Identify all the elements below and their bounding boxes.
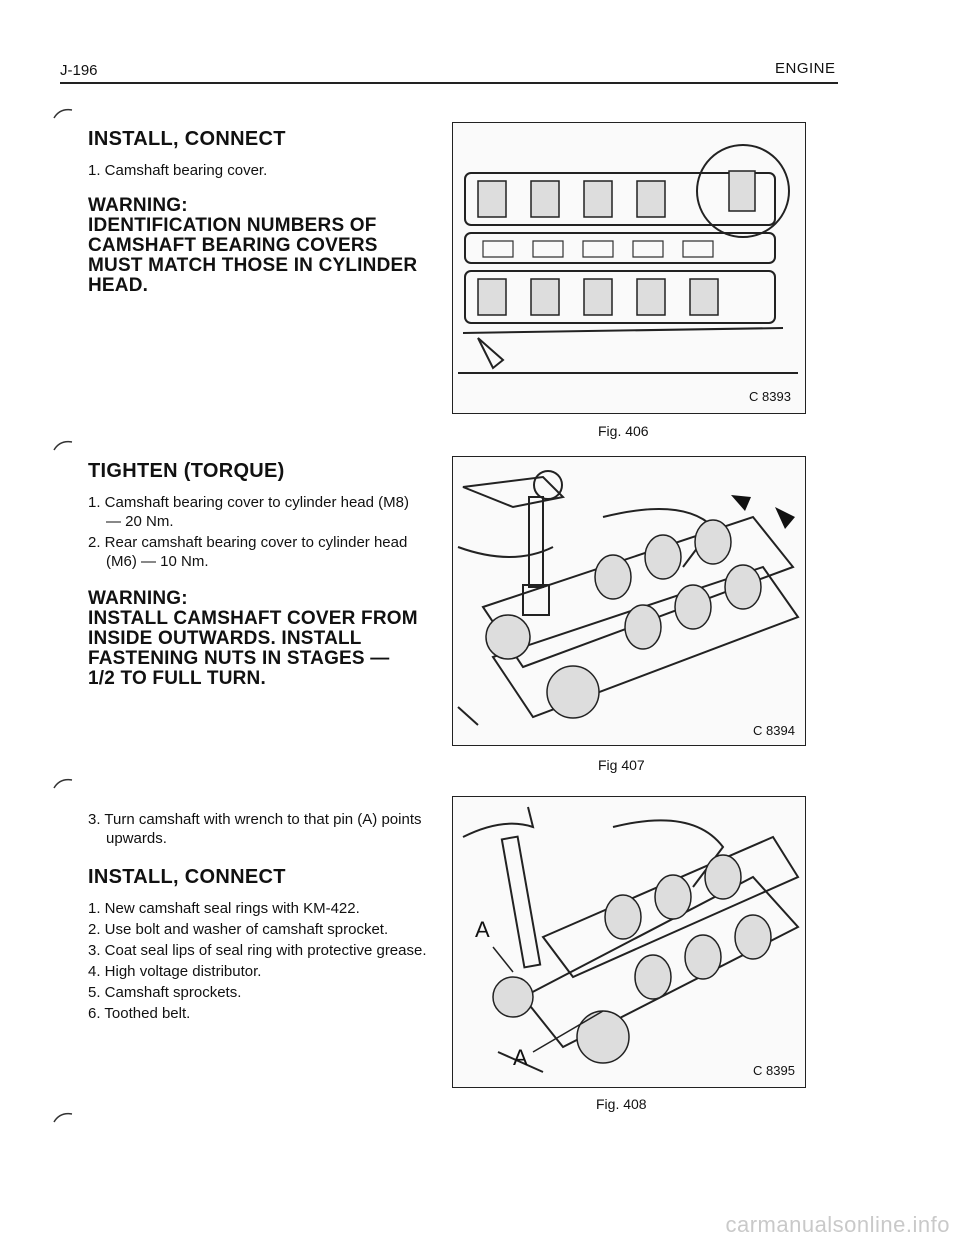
watermark: carmanualsonline.info	[725, 1212, 950, 1237]
section-heading: INSTALL, CONNECT	[88, 866, 286, 888]
step-list	[88, 810, 433, 848]
step-item: 5. Camshaft sprockets.	[88, 984, 242, 1001]
section-install-connect-2	[88, 810, 433, 1025]
step-item: 2. Rear camshaft bearing cover to cylinder head (M6) — 10 Nm.	[88, 534, 408, 570]
step-item: 4. High voltage distributor.	[88, 963, 262, 980]
step-item: 3. Coat seal lips of seal ring with protective grease.	[88, 942, 427, 959]
warning-box	[88, 589, 428, 689]
section-heading: INSTALL, CONNECT	[88, 128, 286, 150]
step-item: 3. Turn camshaft with wrench to that pin (A) points upwards.	[88, 811, 422, 847]
figure-408	[452, 796, 806, 1088]
step-item: 1. Camshaft bearing cover to cylinder head (M8) — 20 Nm.	[88, 494, 409, 530]
figure-407	[452, 456, 806, 746]
warning-line: CAMSHAFT BEARING COVERS	[88, 235, 378, 256]
step-list	[88, 493, 428, 571]
camshaft-turn-illustration	[453, 797, 805, 1087]
figure-caption: Fig. 406	[598, 423, 649, 439]
step-item: 1. New camshaft seal rings with KM-422.	[88, 900, 360, 917]
pin-label: A	[475, 917, 490, 942]
margin-mark	[52, 106, 74, 120]
page-number: J-196	[60, 62, 98, 79]
section-heading: TIGHTEN (TORQUE)	[88, 460, 285, 482]
step-list	[88, 899, 433, 1023]
step-item: 1. Camshaft bearing cover.	[88, 162, 268, 179]
pin-label: A	[513, 1045, 528, 1070]
warning-line: 1/2 TO FULL TURN.	[88, 668, 266, 689]
figure-code: C 8395	[753, 1063, 795, 1078]
warning-line: INSIDE OUTWARDS. INSTALL	[88, 628, 362, 649]
section-install-connect-1	[88, 128, 428, 296]
margin-mark	[52, 1110, 74, 1124]
figure-code: C 8394	[753, 723, 795, 738]
figure-code: C 8393	[749, 389, 791, 404]
figure-caption: Fig 407	[598, 757, 645, 773]
warning-line: INSTALL CAMSHAFT COVER FROM	[88, 608, 418, 629]
figure-caption: Fig. 408	[596, 1096, 647, 1112]
warning-line: FASTENING NUTS IN STAGES —	[88, 648, 390, 669]
warning-line: WARNING:	[88, 195, 188, 216]
warning-line: MUST MATCH THOSE IN CYLINDER	[88, 255, 418, 276]
step-item: 2. Use bolt and washer of camshaft sprocket.	[88, 921, 389, 938]
step-item: 6. Toothed belt.	[88, 1005, 191, 1022]
section-tighten-torque	[88, 460, 428, 689]
warning-box	[88, 196, 428, 296]
figure-406	[452, 122, 806, 414]
warning-line: HEAD.	[88, 275, 149, 296]
camshaft-cover-illustration	[453, 123, 805, 413]
step-list	[88, 161, 428, 180]
warning-line: IDENTIFICATION NUMBERS OF	[88, 215, 377, 236]
warning-line: WARNING:	[88, 588, 188, 609]
margin-mark	[52, 776, 74, 790]
wrench-torque-illustration	[453, 457, 805, 745]
header-rule	[60, 82, 838, 84]
section-title: ENGINE	[775, 60, 836, 77]
margin-mark	[52, 438, 74, 452]
